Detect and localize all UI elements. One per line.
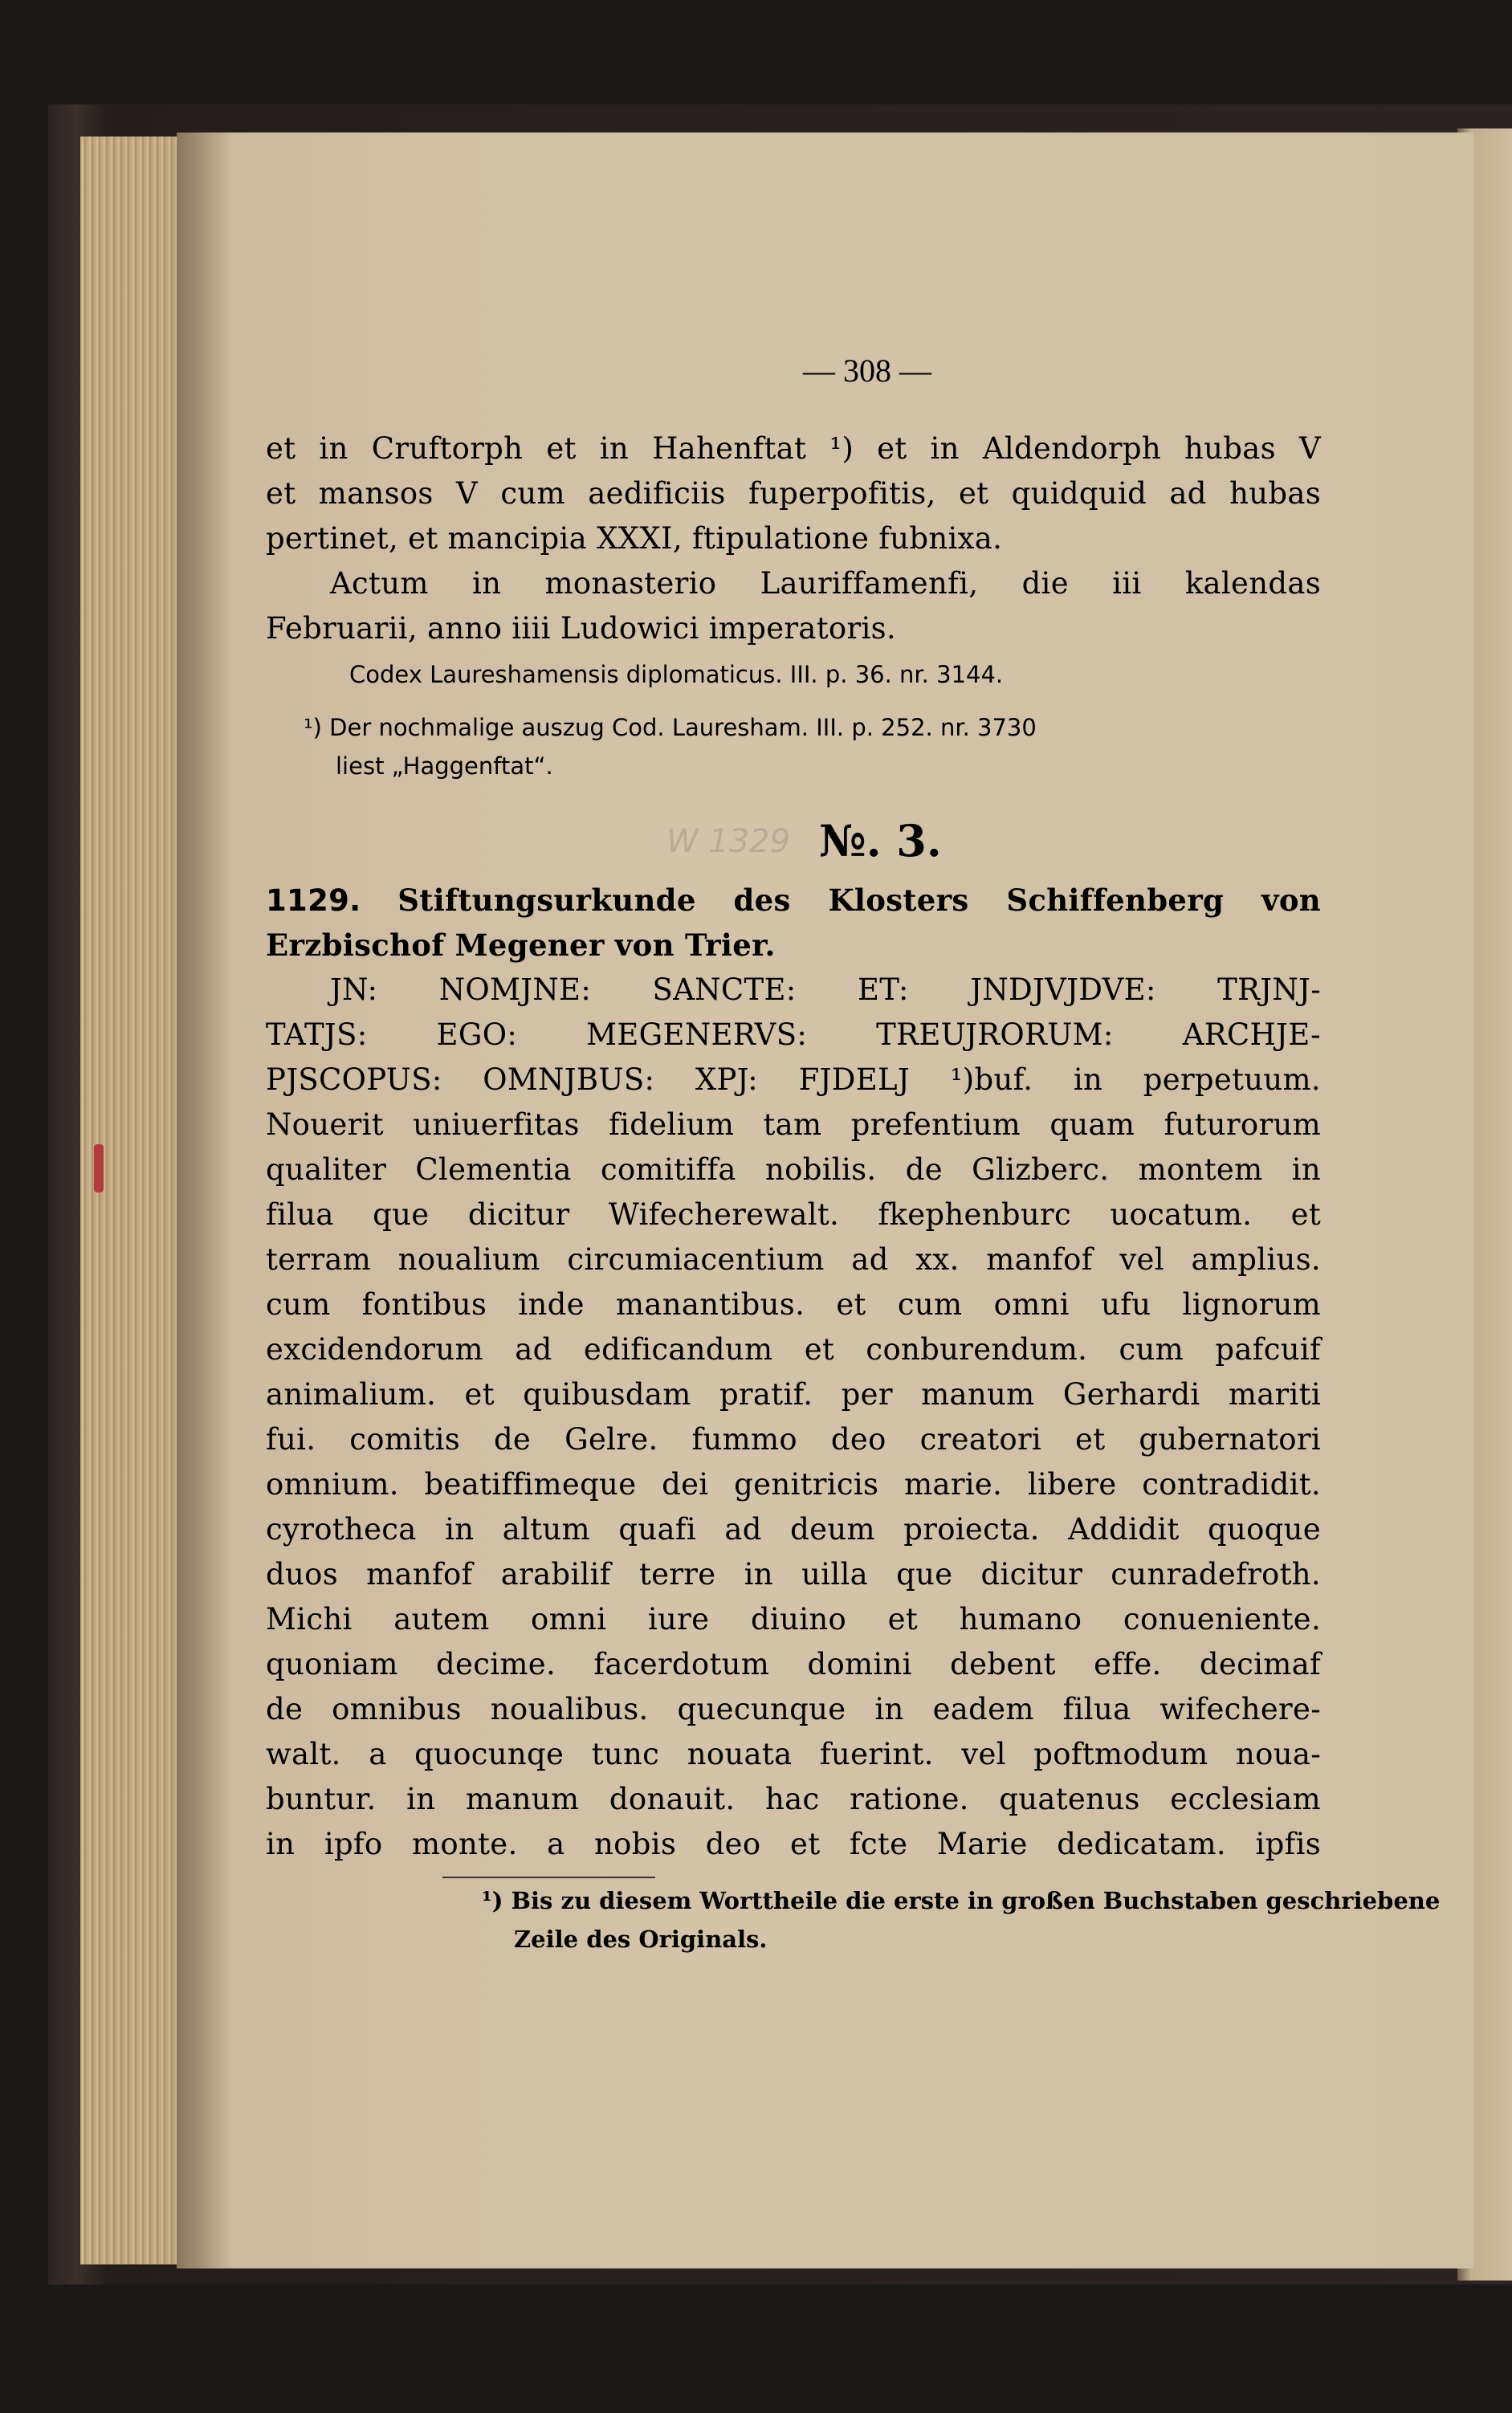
text-line: animalium. et quibusdam pratif. per manum Gerhardi mariti — [266, 1377, 1321, 1412]
heading-year: 1129. — [266, 883, 361, 918]
footnote-divider — [442, 1877, 655, 1878]
text-line: cyrotheca in altum quafi ad deum proiecta. Addidit quoque — [266, 1512, 1321, 1547]
text-line: in ipfo monte. a nobis deo et fcte Marie dedicatam. ipfis — [266, 1827, 1321, 1861]
text-line: et mansos V cum aedificiis fuperpofitis, et quidquid ad hubas — [266, 476, 1321, 511]
red-bookmark — [94, 1144, 104, 1192]
page-number: — 308 — — [803, 353, 931, 389]
text-line: buntur. in manum donauit. hac ratione. quatenus ecclesiam — [266, 1782, 1321, 1816]
text-line: fui. comitis de Gelre. fummo deo creatori et gubernatori — [266, 1422, 1321, 1457]
text-line: filua que dicitur Wifecherewalt. fkephenburc uocatum. et — [266, 1197, 1321, 1232]
text-line: omnium. beatiffimeque dei genitricis marie. libere contradidit. — [266, 1467, 1321, 1502]
text-line: TATJS: EGO: MEGENERVS: TREUJRORUM: ARCHJE- — [266, 1017, 1321, 1052]
text-line: JN: NOMJNE: SANCTE: ET: JNDJVJDVE: TRJNJ- — [330, 972, 1321, 1007]
text-line: walt. a quocunqe tunc nouata fuerint. vel poftmodum noua- — [266, 1737, 1321, 1771]
page-edges — [80, 137, 185, 2264]
text-line: qualiter Clementia comitiffa nobilis. de Glizberc. montem in — [266, 1152, 1321, 1187]
document-number: №. 3. — [819, 815, 942, 866]
text-line: de omnibus noualibus. quecunque in eadem filua wifechere- — [266, 1692, 1321, 1726]
text-line: quoniam decime. facerdotum domini debent effe. decimaf — [266, 1647, 1321, 1681]
footnote-line: ¹) Bis zu diesem Worttheile die erste in großen Buchstaben geschriebene — [482, 1887, 1441, 1914]
heading-line: Erzbischof Megener von Trier. — [266, 927, 776, 963]
text-line: PJSCOPUS: OMNJBUS: XPJ: FJDELJ ¹)buf. in perpetuum. — [266, 1062, 1321, 1097]
spine-shadow — [177, 132, 233, 2268]
footnote-line: liest „Haggenftat“. — [336, 752, 553, 780]
text-line: excidendorum ad edificandum et conburendum. cum pafcuif — [266, 1332, 1321, 1367]
footnote-line: ¹) Der nochmalige auszug Cod. Lauresham. III. p. 252. nr. 3730 — [304, 714, 1037, 741]
text-line: terram noualium circumiacentium ad xx. manfof vel amplius. — [266, 1242, 1321, 1277]
heading-title: Stiftungsurkunde des Klosters Schiffenberg von — [397, 882, 1322, 918]
text-line: et in Cruftorph et in Hahenftat ¹) et in Aldendorph hubas V — [266, 431, 1321, 466]
heading-line — [266, 881, 1321, 920]
text-line: duos manfof arabilif terre in uilla que dicitur cunradefroth. — [266, 1557, 1321, 1592]
pencil-annotation: W 1329 — [666, 823, 791, 860]
text-line: cum fontibus inde manantibus. et cum omni ufu lignorum — [266, 1287, 1321, 1322]
text-line: Nouerit uniuerfitas fidelium tam prefentium quam futurorum — [266, 1107, 1321, 1142]
text-line: Michi autem omni iure diuino et humano conueniente. — [266, 1602, 1321, 1637]
text-line: Februarii, anno iiii Ludowici imperatoris. — [266, 611, 896, 646]
footnote-line: Zeile des Originals. — [514, 1926, 768, 1953]
source-citation: Codex Laureshamensis diplomaticus. III. p. 36. nr. 3144. — [349, 661, 1004, 688]
text-line: Actum in monasterio Lauriffamenfi, die iii kalendas — [330, 566, 1321, 601]
text-line: pertinet, et mancipia XXXI, ftipulatione fubnixa. — [266, 521, 1003, 556]
